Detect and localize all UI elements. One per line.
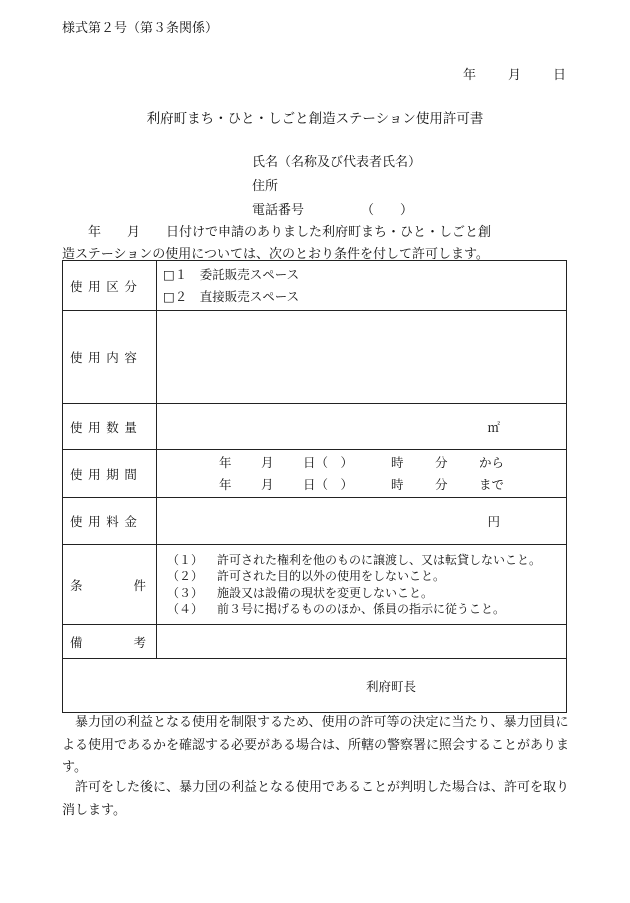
applicant-phone-area-code: （ ）	[361, 203, 414, 218]
period-start-suffix: から	[479, 454, 505, 470]
row-remarks	[63, 625, 567, 659]
intro-line-2: 造ステーションの使用については、次のとおり条件を付して許可します。	[62, 247, 489, 262]
row-period	[63, 450, 567, 498]
period-end	[157, 474, 566, 496]
note-paragraph-1: 暴力団の利益となる使用を制限するため、使用の許可等の決定に当たり、暴力団員による使用であるかを確認する必要がある場合は、所轄の警察署に照会することがあります。	[62, 715, 570, 775]
condition-number: （３）	[167, 585, 204, 600]
content-label: 使用内容	[63, 311, 157, 404]
condition-number: （４）	[167, 602, 204, 616]
fee-label: 使用料金	[63, 498, 157, 545]
period-end-hour: 時	[391, 476, 404, 492]
row-quantity	[63, 404, 567, 450]
permit-table	[62, 260, 567, 713]
remarks-value	[157, 625, 567, 659]
date-year-label: 年	[462, 68, 476, 83]
row-category	[63, 261, 567, 311]
period-end-minute: 分	[435, 476, 448, 492]
period-end-day: 日（ ）	[303, 476, 354, 492]
quantity-unit: ㎡	[157, 404, 567, 450]
period-start-month: 月	[261, 454, 274, 470]
conditions-label-right: 件	[133, 577, 146, 593]
row-content	[63, 311, 567, 404]
period-start	[157, 452, 566, 474]
category-options	[157, 261, 567, 311]
period-end-year: 年	[219, 476, 232, 492]
applicant-address-label: 住所	[252, 179, 279, 194]
remarks-label	[63, 625, 157, 659]
applicant-phone-label: 電話番号	[252, 203, 305, 218]
period-end-suffix: まで	[479, 476, 505, 492]
condition-item	[157, 601, 566, 618]
row-conditions	[63, 545, 567, 625]
note-paragraph-2: 許可をした後に、暴力団の利益となる使用であることが判明した場合は、許可を取り消します。	[62, 780, 570, 818]
date-day-label: 日	[552, 68, 566, 83]
category-label: 使用区分	[63, 261, 157, 311]
form-number: 様式第２号（第３条関係）	[62, 21, 219, 36]
period-start-year: 年	[219, 454, 232, 470]
category-option-2: □２ 直接販売スペース	[163, 288, 300, 304]
period-start-hour: 時	[391, 454, 404, 470]
condition-number: （２）	[167, 569, 204, 583]
conditions-label-left: 条	[70, 577, 83, 593]
conditions-label	[63, 545, 157, 625]
row-signature	[63, 659, 567, 713]
period-end-month: 月	[261, 476, 274, 492]
signature: 利府町長	[63, 659, 567, 713]
category-option-1: □１ 委託販売スペース	[163, 266, 300, 282]
applicant-name-label: 氏名（名称及び代表者氏名）	[252, 155, 422, 170]
condition-text: 許可された権利を他のものに譲渡し、又は転貸しないこと。	[217, 552, 542, 567]
remarks-label-left: 備	[70, 634, 83, 650]
period-label: 使用期間	[63, 450, 157, 498]
row-fee	[63, 498, 567, 545]
fee-unit: 円	[157, 498, 567, 545]
condition-text: 施設又は設備の現状を変更しないこと。	[217, 585, 434, 600]
quantity-label: 使用数量	[63, 404, 157, 450]
period-value	[157, 450, 567, 498]
condition-text: 前３号に掲げるもののほか、係員の指示に従うこと。	[217, 602, 506, 616]
date-month-label: 月	[507, 68, 521, 83]
content-value	[157, 311, 567, 404]
period-start-minute: 分	[435, 454, 448, 470]
condition-number: （１）	[167, 552, 204, 567]
conditions-list	[157, 545, 567, 625]
condition-text: 許可された目的以外の使用をしないこと。	[217, 569, 446, 583]
condition-item	[157, 568, 566, 585]
condition-item	[157, 585, 566, 602]
period-start-day: 日（ ）	[303, 454, 354, 470]
issue-date	[463, 64, 566, 83]
remarks-label-right: 考	[133, 634, 146, 650]
intro-line-1: 年 月 日付けで申請のありました利府町まち・ひと・しごと創	[62, 225, 492, 240]
document-title: 利府町まち・ひと・しごと創造ステーション使用許可書	[146, 111, 484, 127]
condition-item	[157, 552, 566, 569]
